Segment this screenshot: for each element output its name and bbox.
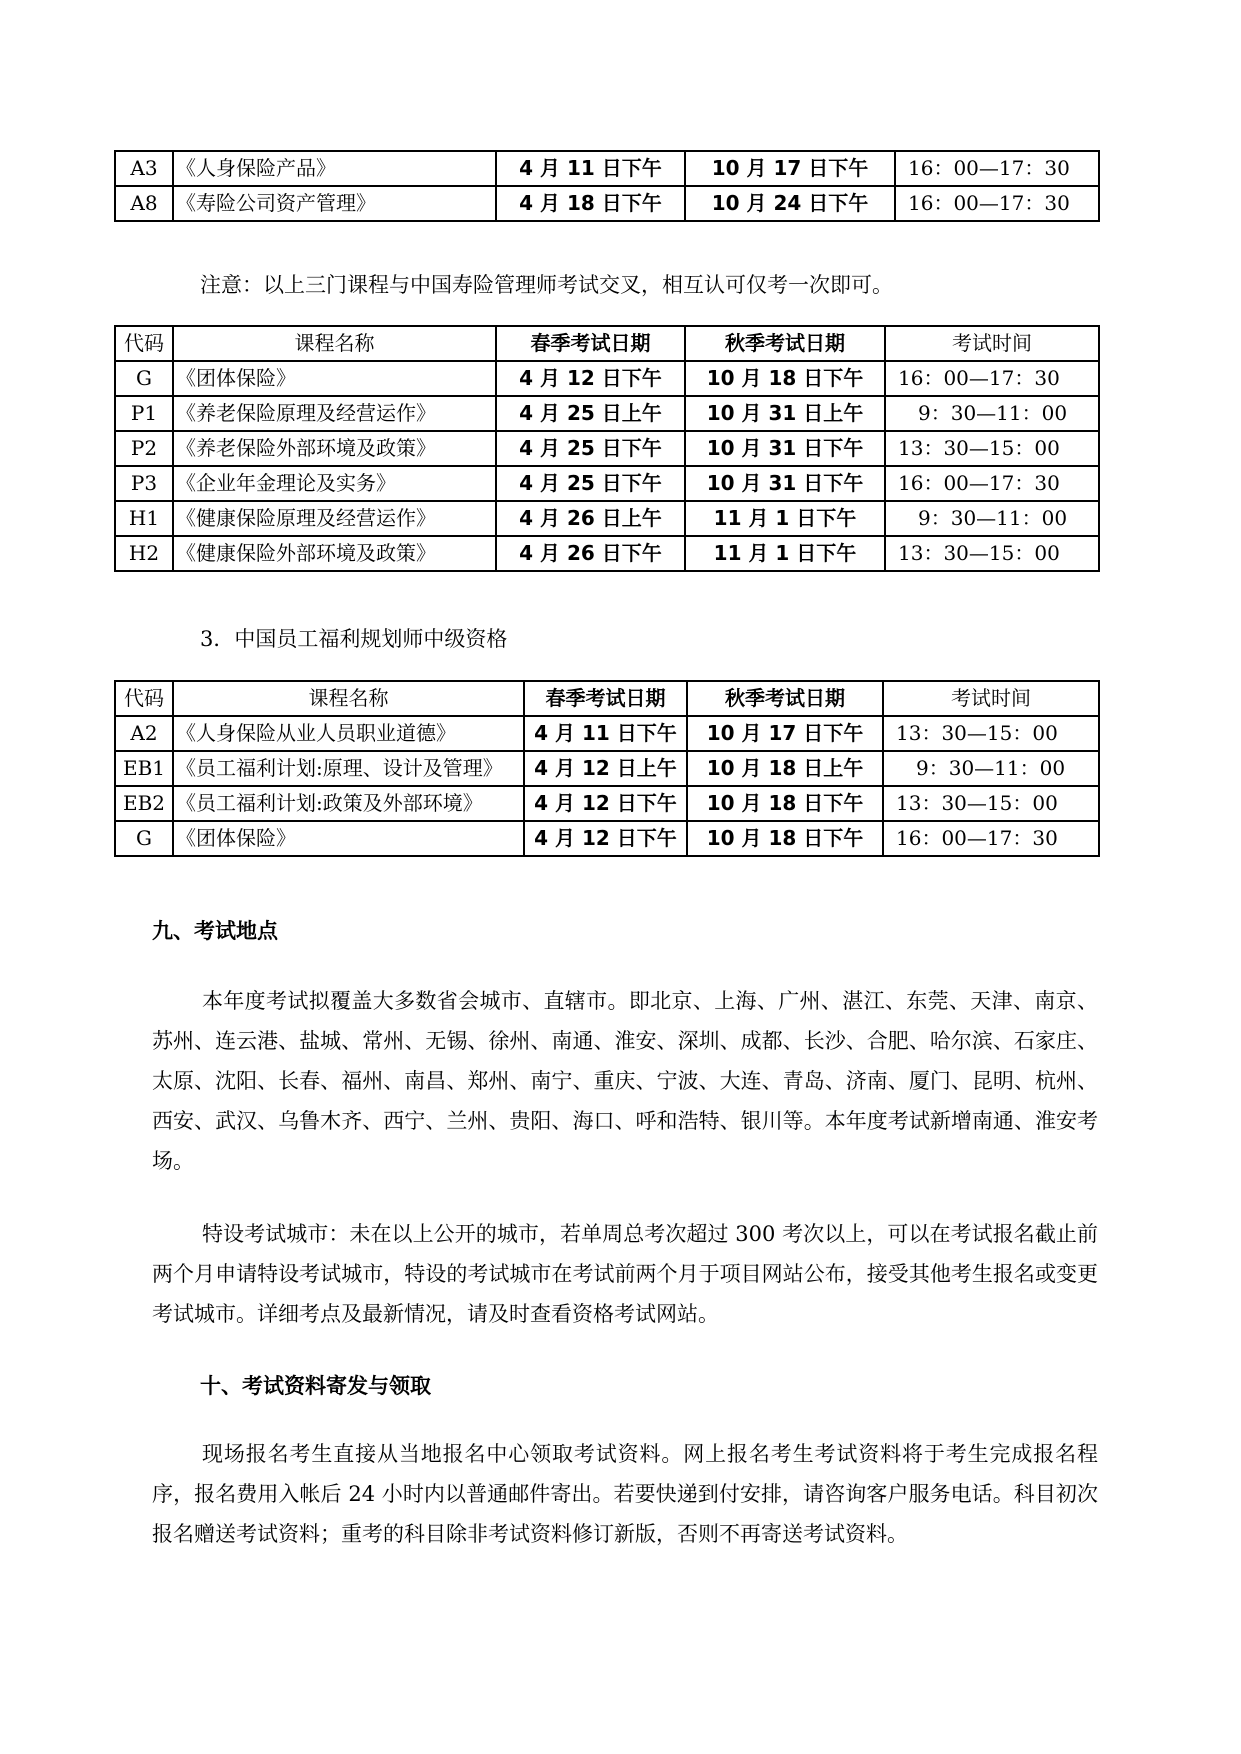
spring-date: 4 月 11 日下午	[524, 716, 687, 751]
course-code: P3	[115, 466, 173, 501]
table-row	[115, 361, 1099, 396]
section-10-heading: 十、考试资料寄发与领取	[200, 1374, 431, 1398]
course-code: EB2	[115, 786, 173, 821]
materials-paragraph: 现场报名考生直接从当地报名中心领取考试资料。网上报名考生考试资料将于考生完成报名程序，报名费用入帐后 24 小时内以普通邮件寄出。若要快递到付安排，请咨询客户服务电话。科目初次报名赠送考试资料；重考的科目除非考试资料修订新版，否则不再寄送考试资料。	[152, 1442, 1098, 1546]
course-name: 《寿险公司资产管理》	[173, 186, 496, 221]
course-code: A8	[115, 186, 173, 221]
header-autumn: 秋季考试日期	[685, 326, 885, 361]
autumn-date: 10 月 18 日上午	[687, 751, 883, 786]
table-header-row	[115, 326, 1099, 361]
exam-schedule-table-3	[114, 680, 1100, 857]
table-row	[115, 716, 1099, 751]
course-code: A3	[115, 151, 173, 186]
header-code: 代码	[115, 326, 173, 361]
table-row	[115, 186, 1099, 221]
table-row	[115, 536, 1099, 571]
course-name: 《养老保险原理及经营运作》	[173, 396, 496, 431]
exam-time: 13：30—15：00	[885, 431, 1099, 466]
course-name: 《养老保险外部环境及政策》	[173, 431, 496, 466]
course-code: G	[115, 821, 173, 856]
spring-date: 4 月 26 日下午	[496, 536, 685, 571]
autumn-date: 10 月 18 日下午	[685, 361, 885, 396]
exam-time: 9：30—11：00	[885, 396, 1099, 431]
course-code: EB1	[115, 751, 173, 786]
exam-schedule-table-2	[114, 325, 1100, 572]
spring-date: 4 月 12 日下午	[496, 361, 685, 396]
header-spring: 春季考试日期	[524, 681, 687, 716]
exam-time: 16：00—17：30	[895, 151, 1099, 186]
spring-date: 4 月 25 日下午	[496, 431, 685, 466]
course-name: 《企业年金理论及实务》	[173, 466, 496, 501]
spring-date: 4 月 12 日上午	[524, 751, 687, 786]
autumn-date: 10 月 17 日下午	[685, 151, 895, 186]
autumn-date: 10 月 18 日下午	[687, 821, 883, 856]
table-row	[115, 751, 1099, 786]
table-row	[115, 431, 1099, 466]
course-name: 《团体保险》	[173, 821, 524, 856]
autumn-date: 10 月 31 日上午	[685, 396, 885, 431]
autumn-date: 10 月 24 日下午	[685, 186, 895, 221]
header-time: 考试时间	[885, 326, 1099, 361]
note-text: 注意：以上三门课程与中国寿险管理师考试交叉，相互认可仅考一次即可。	[200, 273, 893, 297]
exam-time: 13：30—15：00	[885, 536, 1099, 571]
spring-date: 4 月 11 日下午	[496, 151, 685, 186]
section-3-title: 3．中国员工福利规划师中级资格	[200, 627, 508, 651]
autumn-date: 11 月 1 日下午	[685, 536, 885, 571]
course-name: 《健康保险原理及经营运作》	[173, 501, 496, 536]
course-name: 《员工福利计划:政策及外部环境》	[173, 786, 524, 821]
course-name: 《人身保险从业人员职业道德》	[173, 716, 524, 751]
course-code: G	[115, 361, 173, 396]
header-autumn: 秋季考试日期	[687, 681, 883, 716]
spring-date: 4 月 25 日下午	[496, 466, 685, 501]
exam-time: 13：30—15：00	[883, 716, 1099, 751]
course-code: P1	[115, 396, 173, 431]
exam-time: 16：00—17：30	[885, 361, 1099, 396]
autumn-date: 10 月 17 日下午	[687, 716, 883, 751]
table-row	[115, 501, 1099, 536]
spring-date: 4 月 26 日上午	[496, 501, 685, 536]
course-name: 《团体保险》	[173, 361, 496, 396]
course-code: H2	[115, 536, 173, 571]
exam-time: 16：00—17：30	[883, 821, 1099, 856]
header-spring: 春季考试日期	[496, 326, 685, 361]
table-row	[115, 786, 1099, 821]
autumn-date: 10 月 31 日下午	[685, 466, 885, 501]
section-9-heading: 九、考试地点	[152, 919, 278, 943]
exam-time: 16：00—17：30	[885, 466, 1099, 501]
table-row	[115, 821, 1099, 856]
course-code: A2	[115, 716, 173, 751]
table-header-row	[115, 681, 1099, 716]
table-row	[115, 466, 1099, 501]
header-time: 考试时间	[883, 681, 1099, 716]
spring-date: 4 月 12 日下午	[524, 821, 687, 856]
spring-date: 4 月 12 日下午	[524, 786, 687, 821]
spring-date: 4 月 25 日上午	[496, 396, 685, 431]
course-code: P2	[115, 431, 173, 466]
header-name: 课程名称	[173, 681, 524, 716]
exam-locations-paragraph: 本年度考试拟覆盖大多数省会城市、直辖市。即北京、上海、广州、湛江、东莞、天津、南京、苏州、连云港、盐城、常州、无锡、徐州、南通、淮安、深圳、成都、长沙、合肥、哈尔滨、石家庄、太原、沈阳、长春、福州、南昌、郑州、南宁、重庆、宁波、大连、青岛、济南、厦门、昆明、杭州、西安、武汉、乌鲁木齐、西宁、兰州、贵阳、海口、呼和浩特、银川等。本年度考试新增南通、淮安考场。	[152, 989, 1098, 1173]
autumn-date: 10 月 18 日下午	[687, 786, 883, 821]
course-name: 《健康保险外部环境及政策》	[173, 536, 496, 571]
course-name: 《人身保险产品》	[173, 151, 496, 186]
exam-time: 13：30—15：00	[883, 786, 1099, 821]
exam-time: 16：00—17：30	[895, 186, 1099, 221]
autumn-date: 10 月 31 日下午	[685, 431, 885, 466]
special-cities-paragraph: 特设考试城市：未在以上公开的城市，若单周总考次超过 300 考次以上，可以在考试报名截止前两个月申请特设考试城市，特设的考试城市在考试前两个月于项目网站公布，接受其他考生报名或变更考试城市。详细考点及最新情况，请及时查看资格考试网站。	[152, 1222, 1098, 1326]
course-name: 《员工福利计划:原理、设计及管理》	[173, 751, 524, 786]
table-row	[115, 396, 1099, 431]
exam-schedule-table-1	[114, 150, 1100, 222]
autumn-date: 11 月 1 日下午	[685, 501, 885, 536]
course-code: H1	[115, 501, 173, 536]
header-name: 课程名称	[173, 326, 496, 361]
exam-time: 9：30—11：00	[883, 751, 1099, 786]
header-code: 代码	[115, 681, 173, 716]
table-row	[115, 151, 1099, 186]
spring-date: 4 月 18 日下午	[496, 186, 685, 221]
exam-time: 9：30—11：00	[885, 501, 1099, 536]
